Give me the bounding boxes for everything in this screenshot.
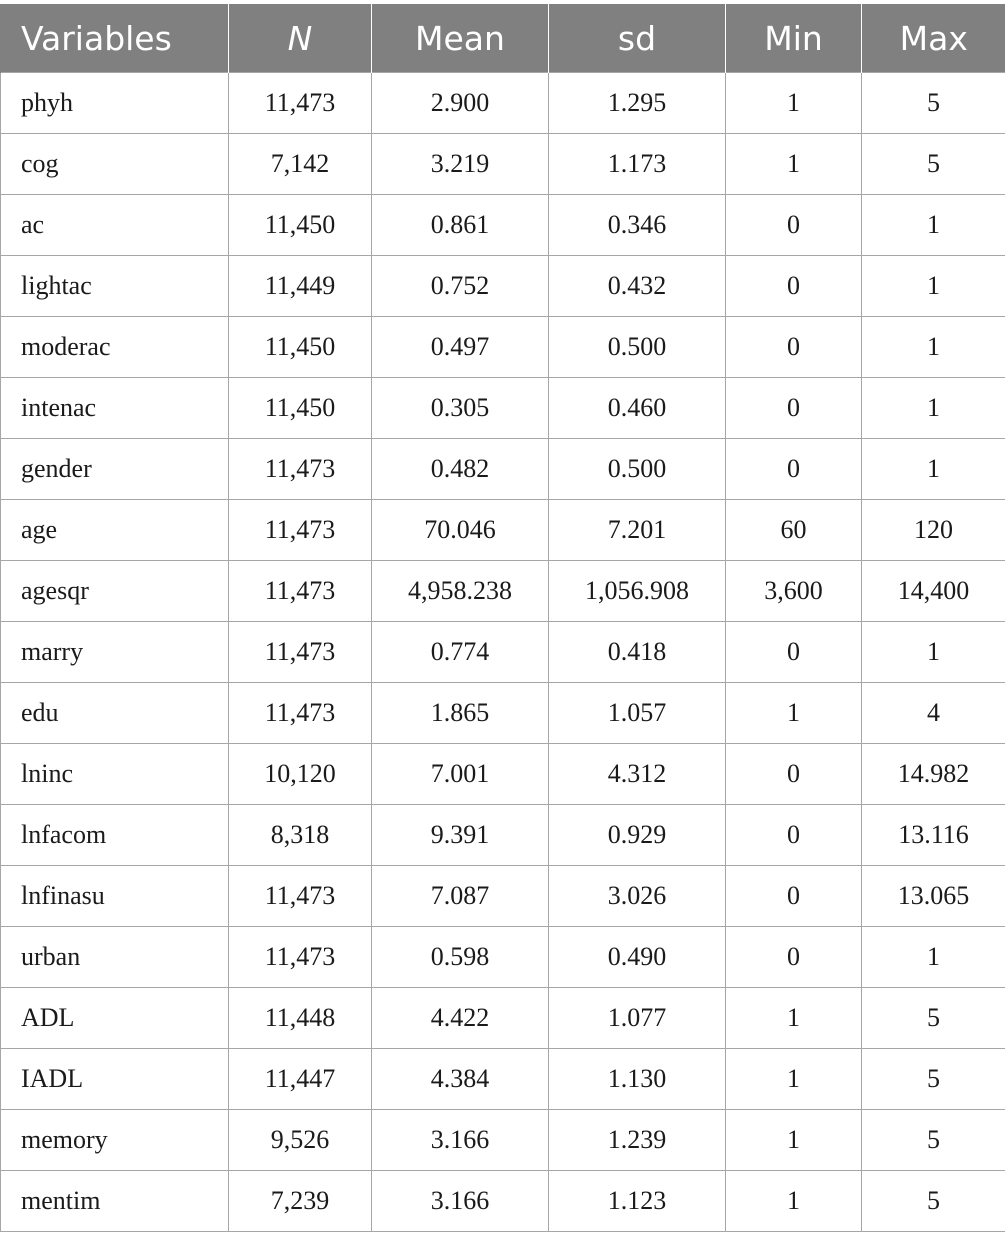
table-row: [1, 195, 1005, 256]
max-cell: 1: [862, 378, 1005, 439]
sd-cell: 0.490: [549, 927, 726, 988]
sd-cell: 1.077: [549, 988, 726, 1049]
variable-cell: lnfinasu: [1, 866, 229, 927]
min-cell: 0: [726, 805, 862, 866]
max-cell: 5: [862, 73, 1005, 134]
table-row: [1, 1110, 1005, 1171]
n-cell: 11,450: [229, 195, 372, 256]
table-row: [1, 744, 1005, 805]
max-cell: 14,400: [862, 561, 1005, 622]
max-cell: 5: [862, 1110, 1005, 1171]
n-cell: 10,120: [229, 744, 372, 805]
max-cell: 120: [862, 500, 1005, 561]
mean-cell: 7.087: [372, 866, 549, 927]
mean-cell: 0.774: [372, 622, 549, 683]
sd-cell: 1.057: [549, 683, 726, 744]
n-cell: 7,142: [229, 134, 372, 195]
mean-cell: 70.046: [372, 500, 549, 561]
header-max: Max: [862, 4, 1005, 73]
table-row: [1, 439, 1005, 500]
mean-cell: 0.482: [372, 439, 549, 500]
table-row: [1, 988, 1005, 1049]
mean-cell: 0.305: [372, 378, 549, 439]
max-cell: 5: [862, 988, 1005, 1049]
variable-cell: intenac: [1, 378, 229, 439]
min-cell: 1: [726, 73, 862, 134]
table-row: [1, 500, 1005, 561]
mean-cell: 3.166: [372, 1171, 549, 1232]
sd-cell: 0.418: [549, 622, 726, 683]
n-cell: 11,473: [229, 73, 372, 134]
mean-cell: 0.752: [372, 256, 549, 317]
min-cell: 1: [726, 1049, 862, 1110]
min-cell: 0: [726, 195, 862, 256]
table-row: [1, 1171, 1005, 1232]
variable-cell: cog: [1, 134, 229, 195]
mean-cell: 7.001: [372, 744, 549, 805]
min-cell: 0: [726, 256, 862, 317]
variable-cell: ADL: [1, 988, 229, 1049]
sd-cell: 1,056.908: [549, 561, 726, 622]
n-cell: 9,526: [229, 1110, 372, 1171]
sd-cell: 4.312: [549, 744, 726, 805]
variable-cell: age: [1, 500, 229, 561]
n-cell: 11,473: [229, 927, 372, 988]
mean-cell: 9.391: [372, 805, 549, 866]
sd-cell: 1.295: [549, 73, 726, 134]
table-row: [1, 561, 1005, 622]
variable-cell: lninc: [1, 744, 229, 805]
min-cell: 0: [726, 927, 862, 988]
variable-cell: marry: [1, 622, 229, 683]
min-cell: 1: [726, 1171, 862, 1232]
sd-cell: 1.239: [549, 1110, 726, 1171]
table-row: [1, 866, 1005, 927]
max-cell: 13.065: [862, 866, 1005, 927]
max-cell: 1: [862, 256, 1005, 317]
variable-cell: ac: [1, 195, 229, 256]
sd-cell: 1.130: [549, 1049, 726, 1110]
max-cell: 1: [862, 439, 1005, 500]
min-cell: 60: [726, 500, 862, 561]
variable-cell: lnfacom: [1, 805, 229, 866]
min-cell: 0: [726, 378, 862, 439]
min-cell: 1: [726, 683, 862, 744]
mean-cell: 2.900: [372, 73, 549, 134]
table-header: [1, 4, 1005, 73]
min-cell: 3,600: [726, 561, 862, 622]
sd-cell: 0.929: [549, 805, 726, 866]
min-cell: 0: [726, 866, 862, 927]
n-cell: 8,318: [229, 805, 372, 866]
n-cell: 11,447: [229, 1049, 372, 1110]
header-n: N: [229, 4, 372, 73]
min-cell: 1: [726, 988, 862, 1049]
mean-cell: 1.865: [372, 683, 549, 744]
max-cell: 14.982: [862, 744, 1005, 805]
variable-cell: moderac: [1, 317, 229, 378]
mean-cell: 0.598: [372, 927, 549, 988]
n-cell: 11,448: [229, 988, 372, 1049]
n-cell: 11,473: [229, 500, 372, 561]
n-cell: 11,473: [229, 439, 372, 500]
min-cell: 0: [726, 744, 862, 805]
max-cell: 1: [862, 195, 1005, 256]
header-min: Min: [726, 4, 862, 73]
sd-cell: 7.201: [549, 500, 726, 561]
mean-cell: 3.166: [372, 1110, 549, 1171]
table-row: [1, 73, 1005, 134]
header-mean: Mean: [372, 4, 549, 73]
sd-cell: 0.346: [549, 195, 726, 256]
n-cell: 11,450: [229, 317, 372, 378]
sd-cell: 1.123: [549, 1171, 726, 1232]
max-cell: 1: [862, 622, 1005, 683]
mean-cell: 4.422: [372, 988, 549, 1049]
n-cell: 11,473: [229, 683, 372, 744]
header-row: [1, 4, 1005, 73]
sd-cell: 0.500: [549, 317, 726, 378]
n-cell: 11,473: [229, 622, 372, 683]
max-cell: 5: [862, 134, 1005, 195]
variable-cell: phyh: [1, 73, 229, 134]
sd-cell: 0.432: [549, 256, 726, 317]
header-sd: sd: [549, 4, 726, 73]
max-cell: 1: [862, 317, 1005, 378]
sd-cell: 0.460: [549, 378, 726, 439]
max-cell: 4: [862, 683, 1005, 744]
min-cell: 0: [726, 317, 862, 378]
mean-cell: 4.384: [372, 1049, 549, 1110]
n-cell: 11,449: [229, 256, 372, 317]
max-cell: 13.116: [862, 805, 1005, 866]
descriptive-statistics-table: [0, 4, 1005, 1232]
sd-cell: 0.500: [549, 439, 726, 500]
table-row: [1, 378, 1005, 439]
mean-cell: 4,958.238: [372, 561, 549, 622]
sd-cell: 1.173: [549, 134, 726, 195]
variable-cell: edu: [1, 683, 229, 744]
variable-cell: lightac: [1, 256, 229, 317]
variable-cell: gender: [1, 439, 229, 500]
min-cell: 1: [726, 134, 862, 195]
min-cell: 1: [726, 1110, 862, 1171]
table-row: [1, 683, 1005, 744]
max-cell: 1: [862, 927, 1005, 988]
n-cell: 11,473: [229, 866, 372, 927]
n-cell: 11,473: [229, 561, 372, 622]
mean-cell: 0.497: [372, 317, 549, 378]
table-row: [1, 927, 1005, 988]
mean-cell: 3.219: [372, 134, 549, 195]
header-variables: Variables: [1, 4, 229, 73]
variable-cell: agesqr: [1, 561, 229, 622]
sd-cell: 3.026: [549, 866, 726, 927]
max-cell: 5: [862, 1049, 1005, 1110]
mean-cell: 0.861: [372, 195, 549, 256]
table-row: [1, 256, 1005, 317]
variable-cell: memory: [1, 1110, 229, 1171]
table-row: [1, 134, 1005, 195]
table-body: [1, 73, 1005, 1232]
n-cell: 11,450: [229, 378, 372, 439]
min-cell: 0: [726, 439, 862, 500]
table-row: [1, 622, 1005, 683]
variable-cell: mentim: [1, 1171, 229, 1232]
n-cell: 7,239: [229, 1171, 372, 1232]
table-row: [1, 805, 1005, 866]
min-cell: 0: [726, 622, 862, 683]
variable-cell: urban: [1, 927, 229, 988]
table-row: [1, 1049, 1005, 1110]
variable-cell: IADL: [1, 1049, 229, 1110]
max-cell: 5: [862, 1171, 1005, 1232]
table-row: [1, 317, 1005, 378]
